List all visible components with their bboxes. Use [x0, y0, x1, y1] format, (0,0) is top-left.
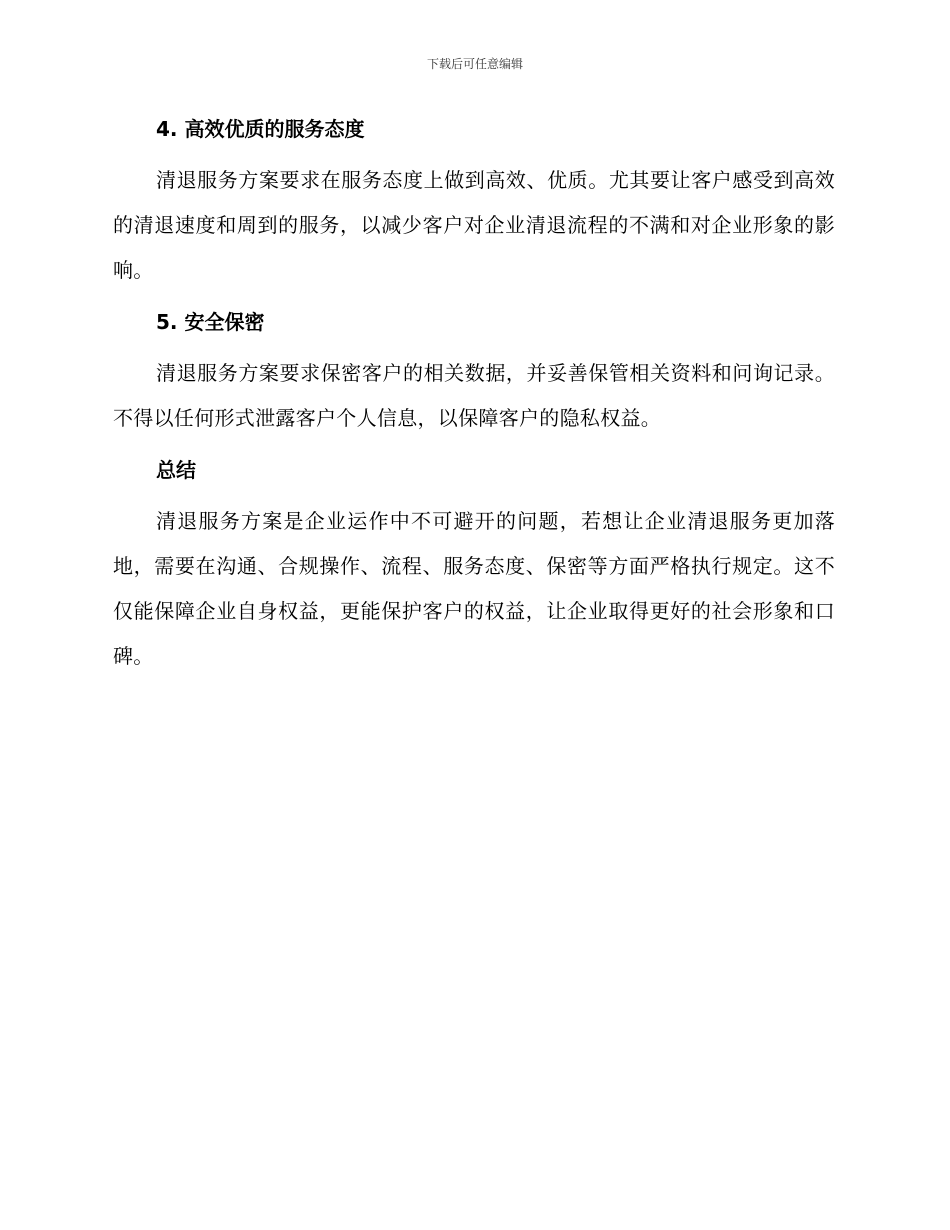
- document-body: [113, 112, 835, 691]
- page-header-note: 下载后可任意编辑: [426, 57, 523, 71]
- section-heading-security: 5. 安全保密: [156, 310, 265, 334]
- section-paragraph-summary: 清退服务方案是企业运作中不可避开的问题，若想让企业清退服务更加落地，需要在沟通、合规操作、流程、服务态度、保密等方面严格执行规定。这不仅能保障企业自身权益，更能保护客户的权益，让企业取得更好的社会形象和口碑。: [113, 509, 835, 668]
- section-paragraph-service-attitude: 清退服务方案要求在服务态度上做到高效、优质。尤其要让客户感受到高效的清退速度和周到的服务，以减少客户对企业清退流程的不满和对企业形象的影响。: [113, 168, 835, 282]
- section-heading-service-attitude: 4. 高效优质的服务态度: [156, 117, 365, 141]
- section-heading-summary: 总结: [156, 458, 196, 482]
- section-paragraph-security: 清退服务方案要求保密客户的相关数据，并妥善保管相关资料和问询记录。不得以任何形式泄露客户个人信息，以保障客户的隐私权益。: [113, 361, 835, 430]
